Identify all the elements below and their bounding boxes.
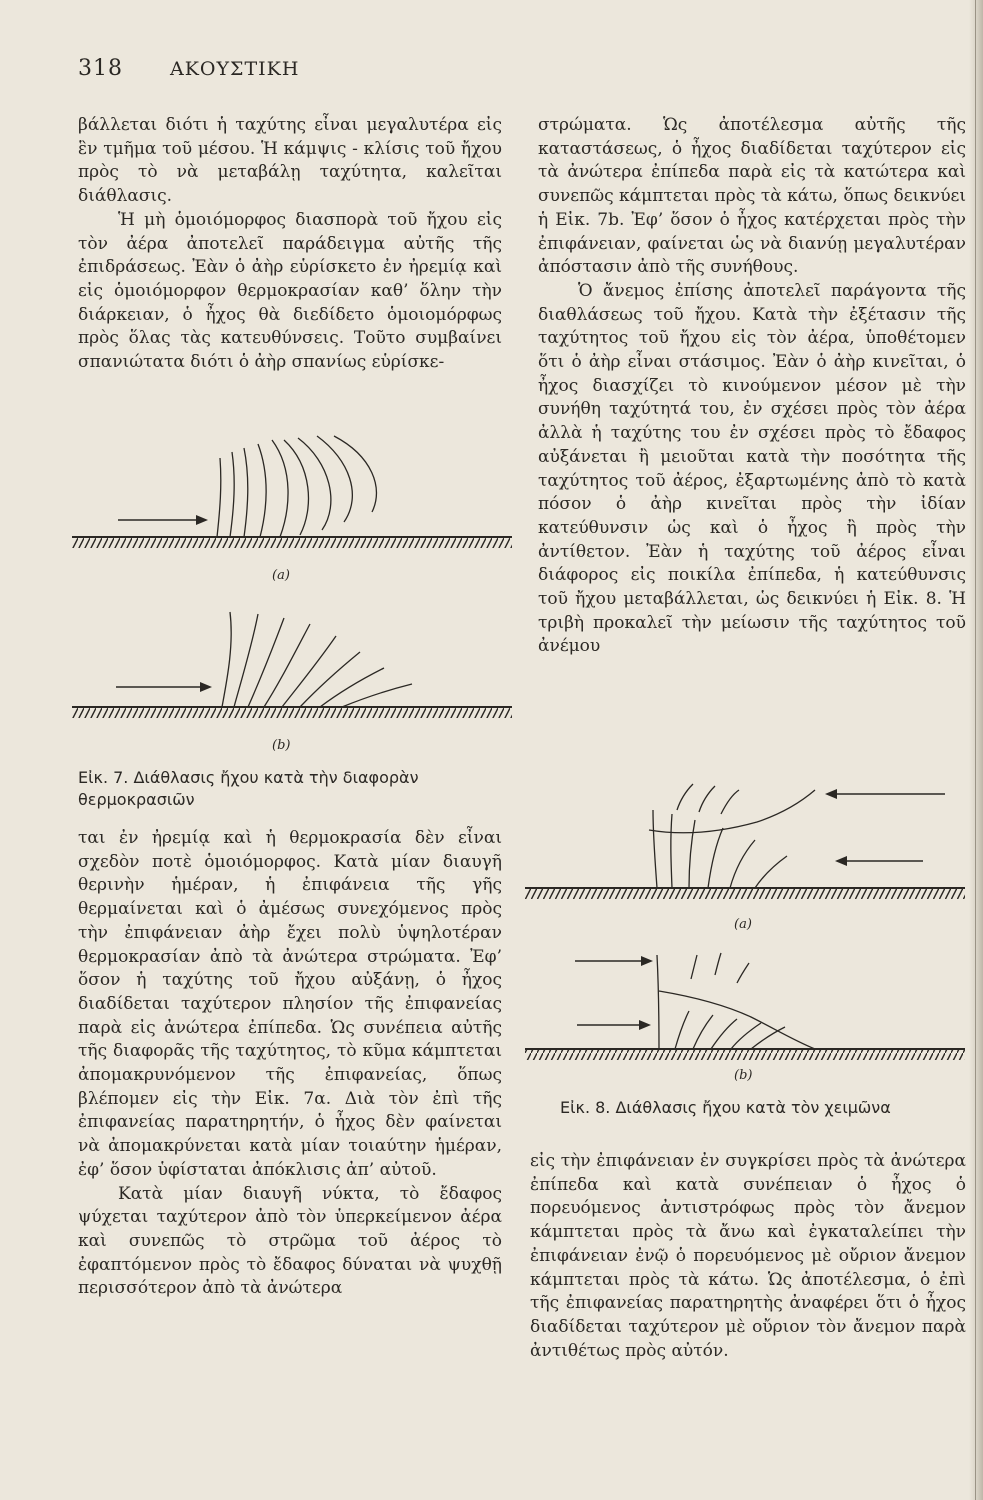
figure-7-caption: Εἰκ. 7. Διάθλασις ἤχου κατὰ τὴν διαφορὰν θερμοκρασιῶν (78, 768, 419, 809)
wavefronts (222, 612, 412, 707)
wavefronts (217, 436, 376, 537)
paragraph: Ἡ μὴ ὁμοιόμορφος διασπορὰ τοῦ ἤχου εἰς τὸν ἀέρα ἀποτελεῖ παράδειγμα αὐτῆς τῆς ἐπιδράσεως. Ἐὰν ὁ ἀὴρ εὑρίσκετο ἐν ἠρεμίᾳ καὶ εἰς ὁμοιόμορφον θερμοκρασίαν καθ’ ὅλην τὴν διάρκειαν, ὁ ἦχος θὰ διεδίδετο ὁμοιομόρφως πρὸς ὅλας τὰς κατευθύνσεις. Τοῦτο συμβαίνει σπανιώτατα διότι ὁ ἀὴρ σπανίως εὑρίσκε- (78, 209, 502, 373)
figure-8a (525, 780, 965, 910)
ground-hatch (525, 1050, 965, 1060)
wind-arrow-lower (835, 856, 923, 866)
page-number: 318 (78, 56, 123, 81)
ground-hatch (72, 538, 512, 548)
wind-arrow-upper (825, 789, 945, 799)
paragraph: ται ἐν ἠρεμίᾳ καὶ ἡ θερμοκρασία δὲν εἶναι σχεδὸν ποτὲ ὁμοιόμορφος. Κατὰ μίαν διαυγῆ θερινὴν ἡμέραν, ἡ ἐπιφάνεια τῆς γῆς θερμαίνεται καὶ ὁ ἀμέσως συνεχόμενος πρὸς τὴν ἐπιφάνειαν ἀὴρ ἔχει πολὺ ὑψηλοτέραν θερμοκρασίαν ἀπὸ τὰ ἀνώτερα στρώματα. Ἐφ’ ὅσον ἡ ταχύτης τοῦ ἤχου αὐξάνῃ, ὁ ἦχος διαδίδεται ταχύτερον πλησίον τῆς ἐπιφανείας παρὰ εἰς ἀνώτερα ἐπίπεδα. Ὡς συνέπεια αὐτῆς τῆς διαφορᾶς τῆς ταχύτητος, τὸ κῦμα κάμπτεται ἀπομακρυνόμενον τῆς ἐπιφανείας, ὅπως βλέπομεν εἰς τὴν Εἰκ. 7α. Διὰ τὸν ἐπὶ τῆς ἐπιφανείας παρατηρητήν, ὁ ἦχος δὲν φαίνεται νὰ ἀπομακρύνεται κατὰ μίαν τοιαύτην ἡμέραν, ἐφ’ ὅσον ὑφίσταται ἀπόκλισις ἀπ’ αὐτοῦ. (78, 828, 502, 1180)
running-title: ΑΚΟΥΣΤΙΚΗ (170, 58, 300, 80)
wind-arrow (118, 515, 208, 525)
right-column-bottom (530, 1150, 966, 1363)
page-header (78, 56, 378, 86)
figure-8b (525, 945, 965, 1075)
wind-arrow-lower (577, 1020, 651, 1030)
binding-line (975, 0, 976, 1500)
figure-8b-label: (b) (734, 1068, 753, 1083)
ground-hatch (72, 708, 512, 718)
paragraph: Ὁ ἄνεμος ἐπίσης ἀποτελεῖ παράγοντα τῆς διαθλάσεως τοῦ ἤχου. Κατὰ τὴν ἐξέτασιν τῆς ταχύτητος τοῦ ἤχου εἰς τὸν ἀέρα, ὑποθέτομεν ὅτι ὁ ἀὴρ εἶναι στάσιμος. Ἐὰν ὁ ἀὴρ κινεῖται, ὁ ἦχος διασχίζει τὸ κινούμενον μέσον μὲ τὴν συνήθη ταχύτητά του, ἐν σχέσει πρὸς τὸν ἀέρα ἀλλὰ ἡ ταχύτης του ἐν σχέσει πρὸς τὸ ἔδαφος αὐξάνεται ἢ μειοῦται κατὰ τὴν ποσότητα τῆς ταχύτητος τοῦ ἀέρος, ἐξαρτωμένης ἀπὸ τὸ κατὰ πόσον ὁ ἀὴρ κινεῖται πρὸς τὴν ἰδίαν κατεύθυνσιν ὡς καὶ ὁ ἦχος ἢ πρὸς τὴν ἀντίθετον. Ἐὰν ἡ ταχύτης τοῦ ἀέρος εἶναι διάφορος εἰς ποικίλα ἐπίπεδα, ἡ κατεύθυνσις τοῦ ἤχου μεταβάλλεται, ὡς δεικνύει ἡ Εἰκ. 8. Ἡ τριβὴ προκαλεῖ τὴν μείωσιν τῆς ταχύτητος τοῦ ἀνέμου (538, 280, 966, 657)
page-edge (969, 0, 983, 1500)
paragraph: στρώματα. Ὡς ἀποτέλεσμα αὐτῆς τῆς καταστάσεως, ὁ ἦχος διαδίδεται ταχύτερον εἰς τὰ ἀνώτερα ἐπίπεδα παρὰ εἰς τὰ κατώτερα καὶ συνεπῶς κάμπτεται πρὸς τὰ κάτω, ὅπως δεικνύει ἡ Εἰκ. 7b. Ἐφ’ ὅσον ὁ ἦχος κατέρχεται πρὸς τὴν ἐπιφάνειαν, φαίνεται ὡς νὰ διανύῃ μεγαλυτέραν ἀπόστασιν ἀπὸ τῆς συνήθους. (538, 115, 966, 278)
wavefronts (657, 953, 815, 1049)
ground-hatch (525, 889, 965, 899)
wavefronts (649, 784, 815, 888)
wind-arrow (116, 682, 212, 692)
figure-7a (72, 430, 512, 560)
left-column-top (78, 114, 502, 375)
figure-8a-label: (a) (734, 917, 752, 932)
paragraph: εἰς τὴν ἐπιφάνειαν ἐν συγκρίσει πρὸς τὰ ἀνώτερα ἐπίπεδα καὶ κατὰ συνέπειαν ὁ ἦχος ὁ πορευόμενος ἀντιστρόφως πρὸς τὸν ἄνεμον κάμπτεται πρὸς τὰ ἄνω καὶ ἐγκαταλείπει τὴν ἐπιφάνειαν ἐνῷ ὁ πορευόμενος μὲ οὔριον ἄνεμον κάμπτεται πρὸς τὰ κάτω. Ὡς ἀποτέλεσμα, ὁ ἐπὶ τῆς ἐπιφανείας παρατηρητὴς ἀναφέρει ὅτι ὁ ἦχος διαδίδεται ταχύτερον μὲ οὔριον τὸν ἄνεμον παρὰ ἀντιθέτως πρὸς αὐτόν. (530, 1151, 966, 1361)
figure-7a-label: (a) (272, 568, 290, 583)
right-column-top (538, 114, 966, 659)
paragraph: βάλλεται διότι ἡ ταχύτης εἶναι μεγαλυτέρα εἰς ἓν τμῆμα τοῦ μέσου. Ἡ κάμψις - κλίσις τοῦ ἤχου πρὸς τὸ νὰ μεταβάλῃ ταχύτητα, καλεῖται διάθλασις. (78, 115, 502, 207)
left-column-bottom (78, 827, 502, 1301)
paragraph: Κατὰ μίαν διαυγῆ νύκτα, τὸ ἔδαφος ψύχεται ταχύτερον ἀπὸ τὸν ὑπερκείμενον ἀέρα καὶ συνεπῶς τὸ στρῶμα τοῦ ἀέρος τὸ ἐφαπτόμενον πρὸς τὸ ἔδαφος δύναται νὰ ψυχθῇ περισσότερον ἀπὸ τὰ ἀνώτερα (78, 1183, 502, 1299)
figure-7b-label: (b) (272, 738, 291, 753)
figure-8-caption: Εἰκ. 8. Διάθλασις ἤχου κατὰ τὸν χειμῶνα (560, 1098, 891, 1117)
figure-7b (72, 600, 512, 730)
wind-arrow-upper (575, 956, 653, 966)
